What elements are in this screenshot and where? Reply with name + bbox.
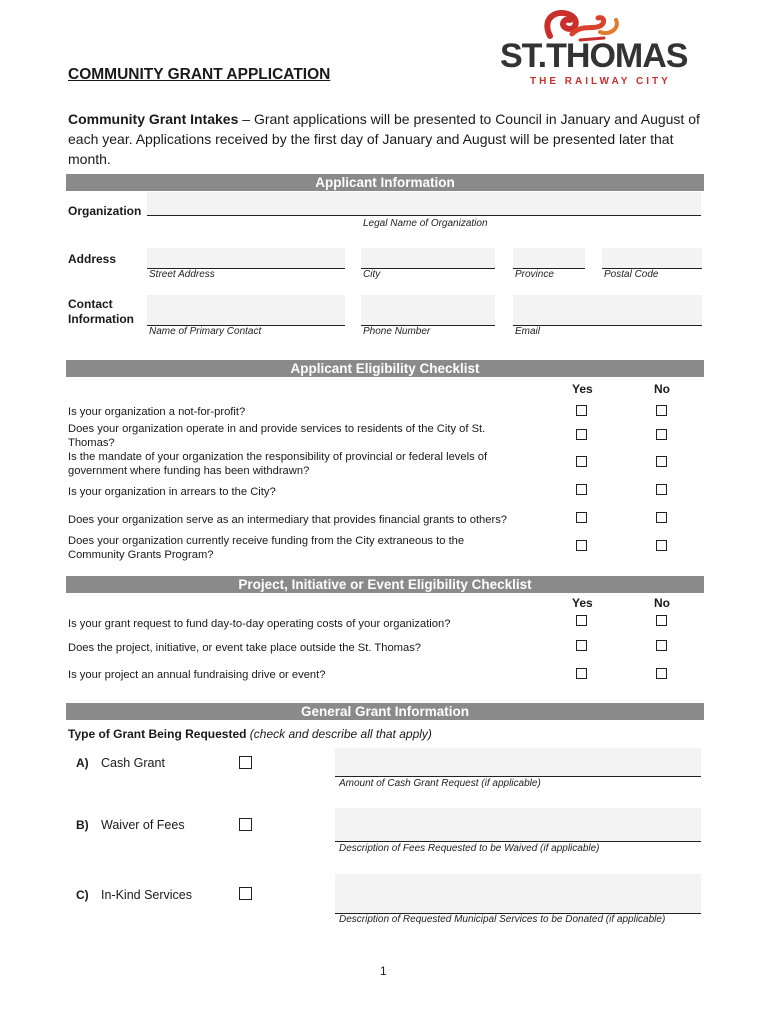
grant-type-hint: (check and describe all that apply)	[246, 727, 432, 741]
project-q3-yes-checkbox[interactable]	[576, 668, 587, 679]
waiver-of-fees-caption: Description of Fees Requested to be Waived (if applicable)	[339, 843, 600, 854]
phone-caption: Phone Number	[363, 326, 431, 337]
eligibility-no-header: No	[654, 382, 670, 396]
option-b-label: Waiver of Fees	[101, 818, 185, 832]
project-q2-yes-checkbox[interactable]	[576, 640, 587, 651]
eligibility-yes-header: Yes	[572, 382, 593, 396]
eligibility-q5-yes-checkbox[interactable]	[576, 512, 587, 523]
contact-label-line1: Contact	[68, 297, 113, 311]
project-question: Is your project an annual fundraising drive or event?	[68, 669, 326, 681]
postal-code-caption: Postal Code	[604, 269, 659, 280]
project-q1-no-checkbox[interactable]	[656, 615, 667, 626]
eligibility-q2-yes-checkbox[interactable]	[576, 429, 587, 440]
email-caption: Email	[515, 326, 541, 337]
organization-caption: Legal Name of Organization	[363, 218, 488, 229]
organization-label: Organization	[68, 204, 142, 218]
city-caption: City	[363, 269, 381, 280]
logo-tagline: THE RAILWAY CITY	[530, 76, 671, 87]
eligibility-q4-yes-checkbox[interactable]	[576, 484, 587, 495]
project-yes-header: Yes	[572, 596, 593, 610]
section-general-grant-information: General Grant Information	[66, 703, 704, 720]
province-field[interactable]	[513, 248, 585, 269]
in-kind-services-checkbox[interactable]	[239, 887, 252, 900]
eligibility-question: Is the mandate of your organization the responsibility of provincial or federal levels of government where funding has been withdrawn?	[68, 451, 488, 477]
section-eligibility-checklist: Applicant Eligibility Checklist	[66, 360, 704, 377]
cash-grant-amount-field[interactable]	[335, 748, 701, 777]
primary-contact-caption: Name of Primary Contact	[149, 326, 262, 337]
eligibility-q5-no-checkbox[interactable]	[656, 512, 667, 523]
grant-type-heading	[68, 727, 432, 741]
street-address-caption: Street Address	[149, 269, 215, 280]
province-caption: Province	[515, 269, 554, 280]
email-field[interactable]	[513, 295, 702, 326]
eligibility-question: Is your organization in arrears to the City?	[68, 486, 276, 498]
eligibility-question: Is your organization a not-for-profit?	[68, 406, 246, 418]
waiver-of-fees-field[interactable]	[335, 808, 701, 842]
option-b-letter: B)	[76, 818, 89, 832]
project-no-header: No	[654, 596, 670, 610]
cash-grant-caption: Amount of Cash Grant Request (if applicable)	[339, 778, 541, 789]
logo-wordmark: ST.THOMAS	[500, 37, 688, 75]
intro-paragraph	[68, 109, 708, 169]
street-address-field[interactable]	[147, 248, 345, 269]
option-c-label: In-Kind Services	[101, 888, 193, 902]
in-kind-services-field[interactable]	[335, 874, 701, 914]
address-label: Address	[68, 252, 117, 266]
project-question: Is your grant request to fund day-to-day operating costs of your organization?	[68, 618, 451, 630]
project-q2-no-checkbox[interactable]	[656, 640, 667, 651]
grant-type-label: Type of Grant Being Requested	[68, 727, 247, 741]
waiver-of-fees-checkbox[interactable]	[239, 818, 252, 831]
section-applicant-information: Applicant Information	[66, 174, 704, 191]
intro-bold: Community Grant Intakes	[68, 111, 239, 127]
project-q1-yes-checkbox[interactable]	[576, 615, 587, 626]
organization-field[interactable]	[147, 192, 701, 216]
eligibility-q6-no-checkbox[interactable]	[656, 540, 667, 551]
eligibility-question: Does your organization currently receive funding from the City extraneous to the Community Grants Program?	[68, 535, 465, 561]
option-a-label: Cash Grant	[101, 756, 165, 770]
city-field[interactable]	[361, 248, 495, 269]
eligibility-q3-yes-checkbox[interactable]	[576, 456, 587, 467]
eligibility-question: Does your organization operate in and provide services to residents of the City of St. Thomas?	[68, 423, 486, 449]
page-number: 1	[380, 964, 387, 978]
eligibility-q2-no-checkbox[interactable]	[656, 429, 667, 440]
eligibility-q4-no-checkbox[interactable]	[656, 484, 667, 495]
section-project-checklist: Project, Initiative or Event Eligibility Checklist	[66, 576, 704, 593]
eligibility-q1-no-checkbox[interactable]	[656, 405, 667, 416]
project-question: Does the project, initiative, or event take place outside the St. Thomas?	[68, 642, 422, 654]
primary-contact-field[interactable]	[147, 295, 345, 326]
cash-grant-checkbox[interactable]	[239, 756, 252, 769]
intro-text: – Grant applications will be presented to Council in January and August of each year. Applications received by the first day of January and August will be presented later that month.	[68, 111, 700, 167]
eligibility-question: Does your organization serve as an intermediary that provides financial grants to others?	[68, 514, 508, 526]
in-kind-services-caption: Description of Requested Municipal Services to be Donated (if applicable)	[339, 914, 666, 925]
city-logo	[500, 6, 696, 90]
eligibility-q1-yes-checkbox[interactable]	[576, 405, 587, 416]
postal-code-field[interactable]	[602, 248, 702, 269]
option-a-letter: A)	[76, 756, 89, 770]
phone-field[interactable]	[361, 295, 495, 326]
contact-label-line2: Information	[68, 312, 134, 326]
option-c-letter: C)	[76, 888, 89, 902]
eligibility-q3-no-checkbox[interactable]	[656, 456, 667, 467]
project-q3-no-checkbox[interactable]	[656, 668, 667, 679]
eligibility-q6-yes-checkbox[interactable]	[576, 540, 587, 551]
page-title: COMMUNITY GRANT APPLICATION	[68, 66, 331, 83]
